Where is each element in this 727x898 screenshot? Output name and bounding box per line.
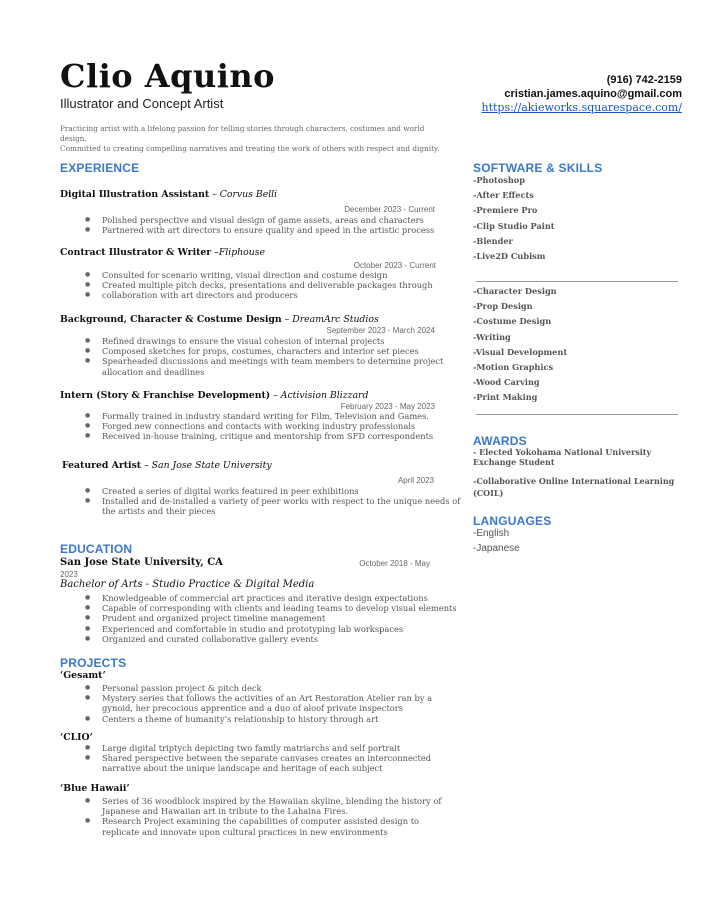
job-bullets: [60, 486, 460, 517]
summary-line: Committed to creating compelling narratives and treating the work of others with respect and dignity.: [60, 143, 440, 153]
list-item: ● Personal passion project & pitch deck: [102, 683, 432, 693]
list-item: -Premiere Pro: [473, 205, 538, 216]
degree: Bachelor of Arts - Studio Practice & Digital Media: [60, 579, 315, 590]
list-item: allocation and deadlines: [102, 366, 205, 377]
job-bullets: [60, 411, 433, 442]
skills-list: [473, 286, 567, 408]
award-item: - Elected Yokohama National University Exchange Student: [473, 447, 652, 467]
education-heading: EDUCATION: [60, 542, 133, 556]
list-item: -Prop Design: [473, 301, 533, 312]
awards-heading: AWARDS: [473, 434, 527, 448]
list-item: ● Forged new connections and contacts with working industry professionals: [102, 421, 433, 431]
job-title: Featured Artist – San Jose State University: [62, 460, 272, 471]
list-item: ● Installed and de-installed a variety of peer works with respect to the unique needs of: [102, 496, 460, 506]
list-item: -Blender: [473, 235, 513, 246]
resume-name: Clio Aquino: [60, 57, 275, 95]
list-item: ● Refined drawings to ensure the visual cohesion of internal projects: [102, 336, 443, 346]
school-name: San Jose State University, CA: [60, 557, 223, 568]
divider: [476, 414, 678, 415]
list-item: ● Centers a theme of humanity’s relationship to history through art: [102, 714, 432, 724]
list-item: Japanese and Hawaiian art in tribute to the Lahaina Fires.: [102, 806, 349, 817]
list-item: replicate and innovate upon cultural practices in new environments: [102, 826, 388, 837]
award-item: -Collaborative Online International Learning (COIL): [473, 476, 675, 498]
experience-heading: EXPERIENCE: [60, 161, 140, 175]
list-item: -Wood Carving: [473, 377, 540, 388]
list-item: ● Partnered with art directors to ensure quality and speed in the artistic process: [102, 225, 434, 235]
education-date: October 2018 - May: [359, 559, 430, 568]
project-bullets: [60, 796, 441, 837]
list-item: ● Research Project examining the capabilities of computer assisted design to: [102, 816, 441, 826]
email-address[interactable]: cristian.james.aquino@gmail.com: [504, 88, 682, 100]
list-item: -Clip Studio Paint: [473, 220, 555, 231]
phone-number: (916) 742-2159: [606, 74, 682, 86]
list-item: ● Knowledgeable of commercial art practices and iterative design expectations: [102, 593, 457, 603]
project-bullets: [60, 743, 431, 774]
languages-heading: LANGUAGES: [473, 514, 552, 528]
job-title: Background, Character & Costume Design – DreamArc Studios: [60, 314, 379, 325]
job-date: February 2023 - May 2023: [340, 402, 435, 411]
job-date: September 2023 - March 2024: [326, 326, 435, 335]
list-item: -Photoshop: [473, 175, 525, 185]
job-title: Digital Illustration Assistant – Corvus Belli: [60, 189, 278, 200]
list-item: ● Formally trained in industry standard writing for Film, Television and Games.: [102, 411, 433, 421]
job-bullets: [60, 336, 443, 377]
list-item: ● Consulted for scenario writing, visual direction and costume design: [102, 270, 433, 280]
list-item: gynoid, her precocious apprentice and a duo of aloof private inspectors: [102, 703, 404, 714]
summary-line: Practicing artist with a lifelong passion for telling stories through characters, costumes and world design.: [60, 124, 425, 143]
education-date-cont: 2023: [60, 570, 78, 579]
job-date: April 2023: [397, 476, 434, 485]
education-bullets: [60, 593, 457, 644]
list-item: -Character Design: [473, 286, 557, 296]
list-item: ● Large digital triptych depicting two family matriarchs and self portrait: [102, 743, 431, 753]
list-item: narrative about the unique landscape and heritage of each subject: [102, 763, 383, 774]
projects-heading: PROJECTS: [60, 656, 127, 670]
list-item: ● Shared perspective between the separate canvases creates an interconnected: [102, 753, 431, 763]
software-list: [473, 175, 555, 266]
job-date: December 2023 - Current: [344, 205, 435, 214]
divider: [476, 281, 678, 282]
list-item: -Costume Design: [473, 316, 552, 327]
job-title: Intern (Story & Franchise Development) – Activision Blizzard: [60, 390, 369, 401]
list-item: -Live2D Cubism: [473, 250, 546, 261]
portfolio-link[interactable]: https://akieworks.squarespace.com/: [481, 101, 682, 114]
list-item: ● collaboration with art directors and producers: [102, 290, 433, 300]
list-item: ● Capable of corresponding with clients and leading teams to develop visual elements: [102, 603, 457, 613]
list-item: ● Composed sketches for props, costumes, characters and interior set pieces: [102, 346, 443, 356]
list-item: ● Mystery series that follows the activities of an Art Restoration Atelier ran by a: [102, 693, 432, 703]
list-item: ● Polished perspective and visual design of game assets, areas and characters: [102, 215, 434, 225]
job-bullets: [60, 215, 434, 235]
list-item: ● Series of 36 woodblock inspired by the Hawaiian skyline, blending the history of: [102, 796, 441, 806]
list-item: -After Effects: [473, 190, 534, 201]
project-bullets: [60, 683, 432, 724]
languages-list: [473, 528, 520, 558]
list-item: -Motion Graphics: [473, 361, 554, 372]
list-item: ● Spearheaded discussions and meetings with team members to determine project: [102, 356, 443, 366]
project-title: ‘CLIO’: [60, 732, 93, 743]
job-bullets: [60, 270, 433, 301]
project-title: ‘Blue Hawaii’: [60, 783, 130, 794]
list-item: ● Organized and curated collaborative gallery events: [102, 634, 457, 644]
resume-title: Illustrator and Concept Artist: [60, 96, 224, 111]
job-date: October 2023 - Current: [353, 261, 436, 270]
skills-heading: SOFTWARE & SKILLS: [473, 161, 603, 175]
project-title: ‘Gesamt’: [60, 670, 106, 681]
job-title: Contract Illustrator & Writer –Fliphouse: [60, 247, 266, 258]
list-item: -Writing: [473, 331, 511, 342]
list-item: -English: [473, 528, 510, 539]
list-item: ● Received in-house training, critique and mentorship from SFD correspondents: [102, 431, 433, 441]
list-item: ● Prudent and organized project timeline management: [102, 613, 457, 623]
list-item: -Visual Development: [473, 346, 568, 357]
list-item: ● Created a series of digital works featured in peer exhibitions: [102, 486, 460, 496]
list-item: ● Experienced and comfortable in studio and prototyping lab workspaces: [102, 624, 457, 634]
list-item: -Print Making: [473, 392, 538, 403]
list-item: the artists and their pieces: [102, 506, 216, 517]
list-item: ● Created multiple pitch decks, presentations and deliverable packages through: [102, 280, 433, 290]
summary: [60, 124, 450, 153]
list-item: -Japanese: [473, 543, 520, 554]
